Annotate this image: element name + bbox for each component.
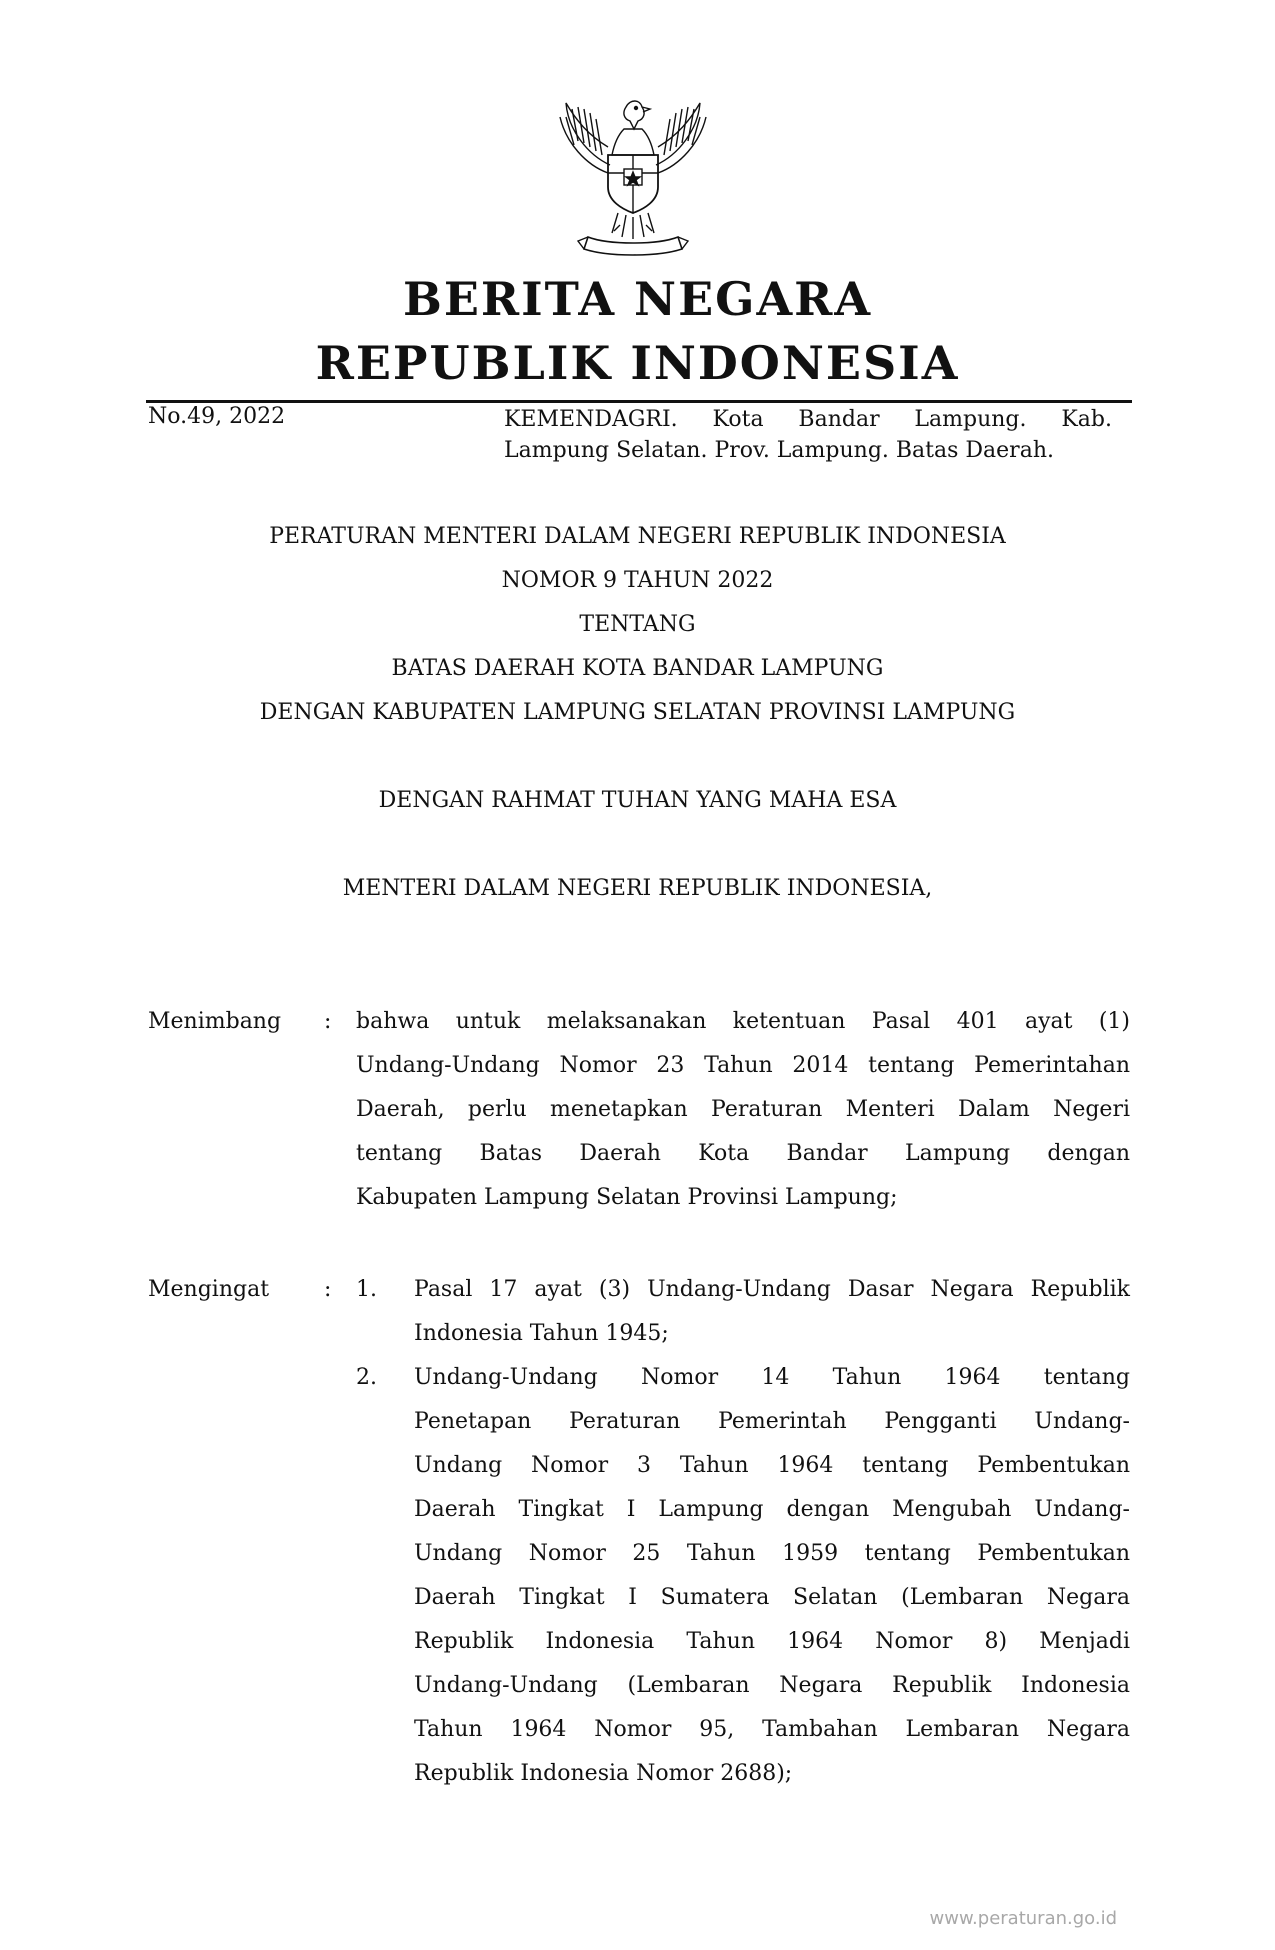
- mengingat-line: Undang Nomor 25 Tahun 1959 tentang Pembentukan: [414, 1541, 1130, 1566]
- mengingat-label: Mengingat: [148, 1277, 270, 1302]
- regulation-number: NOMOR 9 TAHUN 2022: [501, 568, 774, 593]
- mengingat-item-number: 1.: [356, 1277, 377, 1302]
- mengingat-colon: :: [324, 1277, 332, 1302]
- mengingat-line: Undang-Undang (Lembaran Negara Republik Indonesia: [414, 1673, 1130, 1698]
- menimbang-colon: :: [324, 1009, 332, 1034]
- menimbang-line: Kabupaten Lampung Selatan Provinsi Lampung;: [356, 1185, 898, 1210]
- menimbang-line: Daerah, perlu menetapkan Peraturan Menteri Dalam Negeri: [356, 1097, 1130, 1122]
- regulation-subject-line2: DENGAN KABUPATEN LAMPUNG SELATAN PROVINSI LAMPUNG: [259, 700, 1016, 725]
- invocation: DENGAN RAHMAT TUHAN YANG MAHA ESA: [378, 788, 897, 813]
- mengingat-item-1: [414, 1268, 1130, 1356]
- gazette-subject: [504, 404, 1112, 466]
- mengingat-line: Penetapan Peraturan Pemerintah Pengganti Undang-: [414, 1409, 1130, 1434]
- regulation-tentang: TENTANG: [579, 612, 696, 637]
- mengingat-item-number: 2.: [356, 1365, 377, 1390]
- mengingat-line: Undang Nomor 3 Tahun 1964 tentang Pembentukan: [414, 1453, 1130, 1478]
- mengingat-item-2: [414, 1356, 1130, 1796]
- regulation-subject-line1: BATAS DAERAH KOTA BANDAR LAMPUNG: [391, 656, 884, 681]
- mengingat-line: Indonesia Tahun 1945;: [414, 1321, 669, 1346]
- gazette-title-line1: BERITA NEGARA: [402, 272, 873, 326]
- gazette-number: No.49, 2022: [148, 404, 286, 429]
- gazette-title-line2: REPUBLIK INDONESIA: [315, 336, 960, 390]
- garuda-emblem-icon: [548, 95, 718, 260]
- menimbang-line: tentang Batas Daerah Kota Bandar Lampung dengan: [356, 1141, 1130, 1166]
- menimbang-text: [356, 1000, 1130, 1220]
- gazette-subject-line2: Lampung Selatan. Prov. Lampung. Batas Daerah.: [504, 438, 1054, 463]
- mengingat-line: Daerah Tingkat I Sumatera Selatan (Lembaran Negara: [414, 1585, 1130, 1610]
- mengingat-line: Daerah Tingkat I Lampung dengan Mengubah Undang-: [414, 1497, 1130, 1522]
- mengingat-line: Undang-Undang Nomor 14 Tahun 1964 tentang: [414, 1365, 1130, 1390]
- gazette-subject-line1: KEMENDAGRI. Kota Bandar Lampung. Kab.: [504, 407, 1112, 432]
- source-url: www.peraturan.go.id: [929, 1908, 1117, 1929]
- menimbang-line: bahwa untuk melaksanakan ketentuan Pasal 401 ayat (1): [356, 1009, 1130, 1034]
- header-rule: [146, 400, 1132, 403]
- menimbang-line: Undang-Undang Nomor 23 Tahun 2014 tentang Pemerintahan: [356, 1053, 1130, 1078]
- mengingat-line: Republik Indonesia Tahun 1964 Nomor 8) Menjadi: [414, 1629, 1130, 1654]
- issuing-authority: MENTERI DALAM NEGERI REPUBLIK INDONESIA,: [342, 876, 933, 901]
- mengingat-line: Pasal 17 ayat (3) Undang-Undang Dasar Negara Republik: [414, 1277, 1130, 1302]
- mengingat-line: Tahun 1964 Nomor 95, Tambahan Lembaran Negara: [414, 1717, 1130, 1742]
- mengingat-line: Republik Indonesia Nomor 2688);: [414, 1761, 793, 1786]
- menimbang-label: Menimbang: [148, 1009, 282, 1034]
- regulation-title-line1: PERATURAN MENTERI DALAM NEGERI REPUBLIK INDONESIA: [269, 524, 1006, 549]
